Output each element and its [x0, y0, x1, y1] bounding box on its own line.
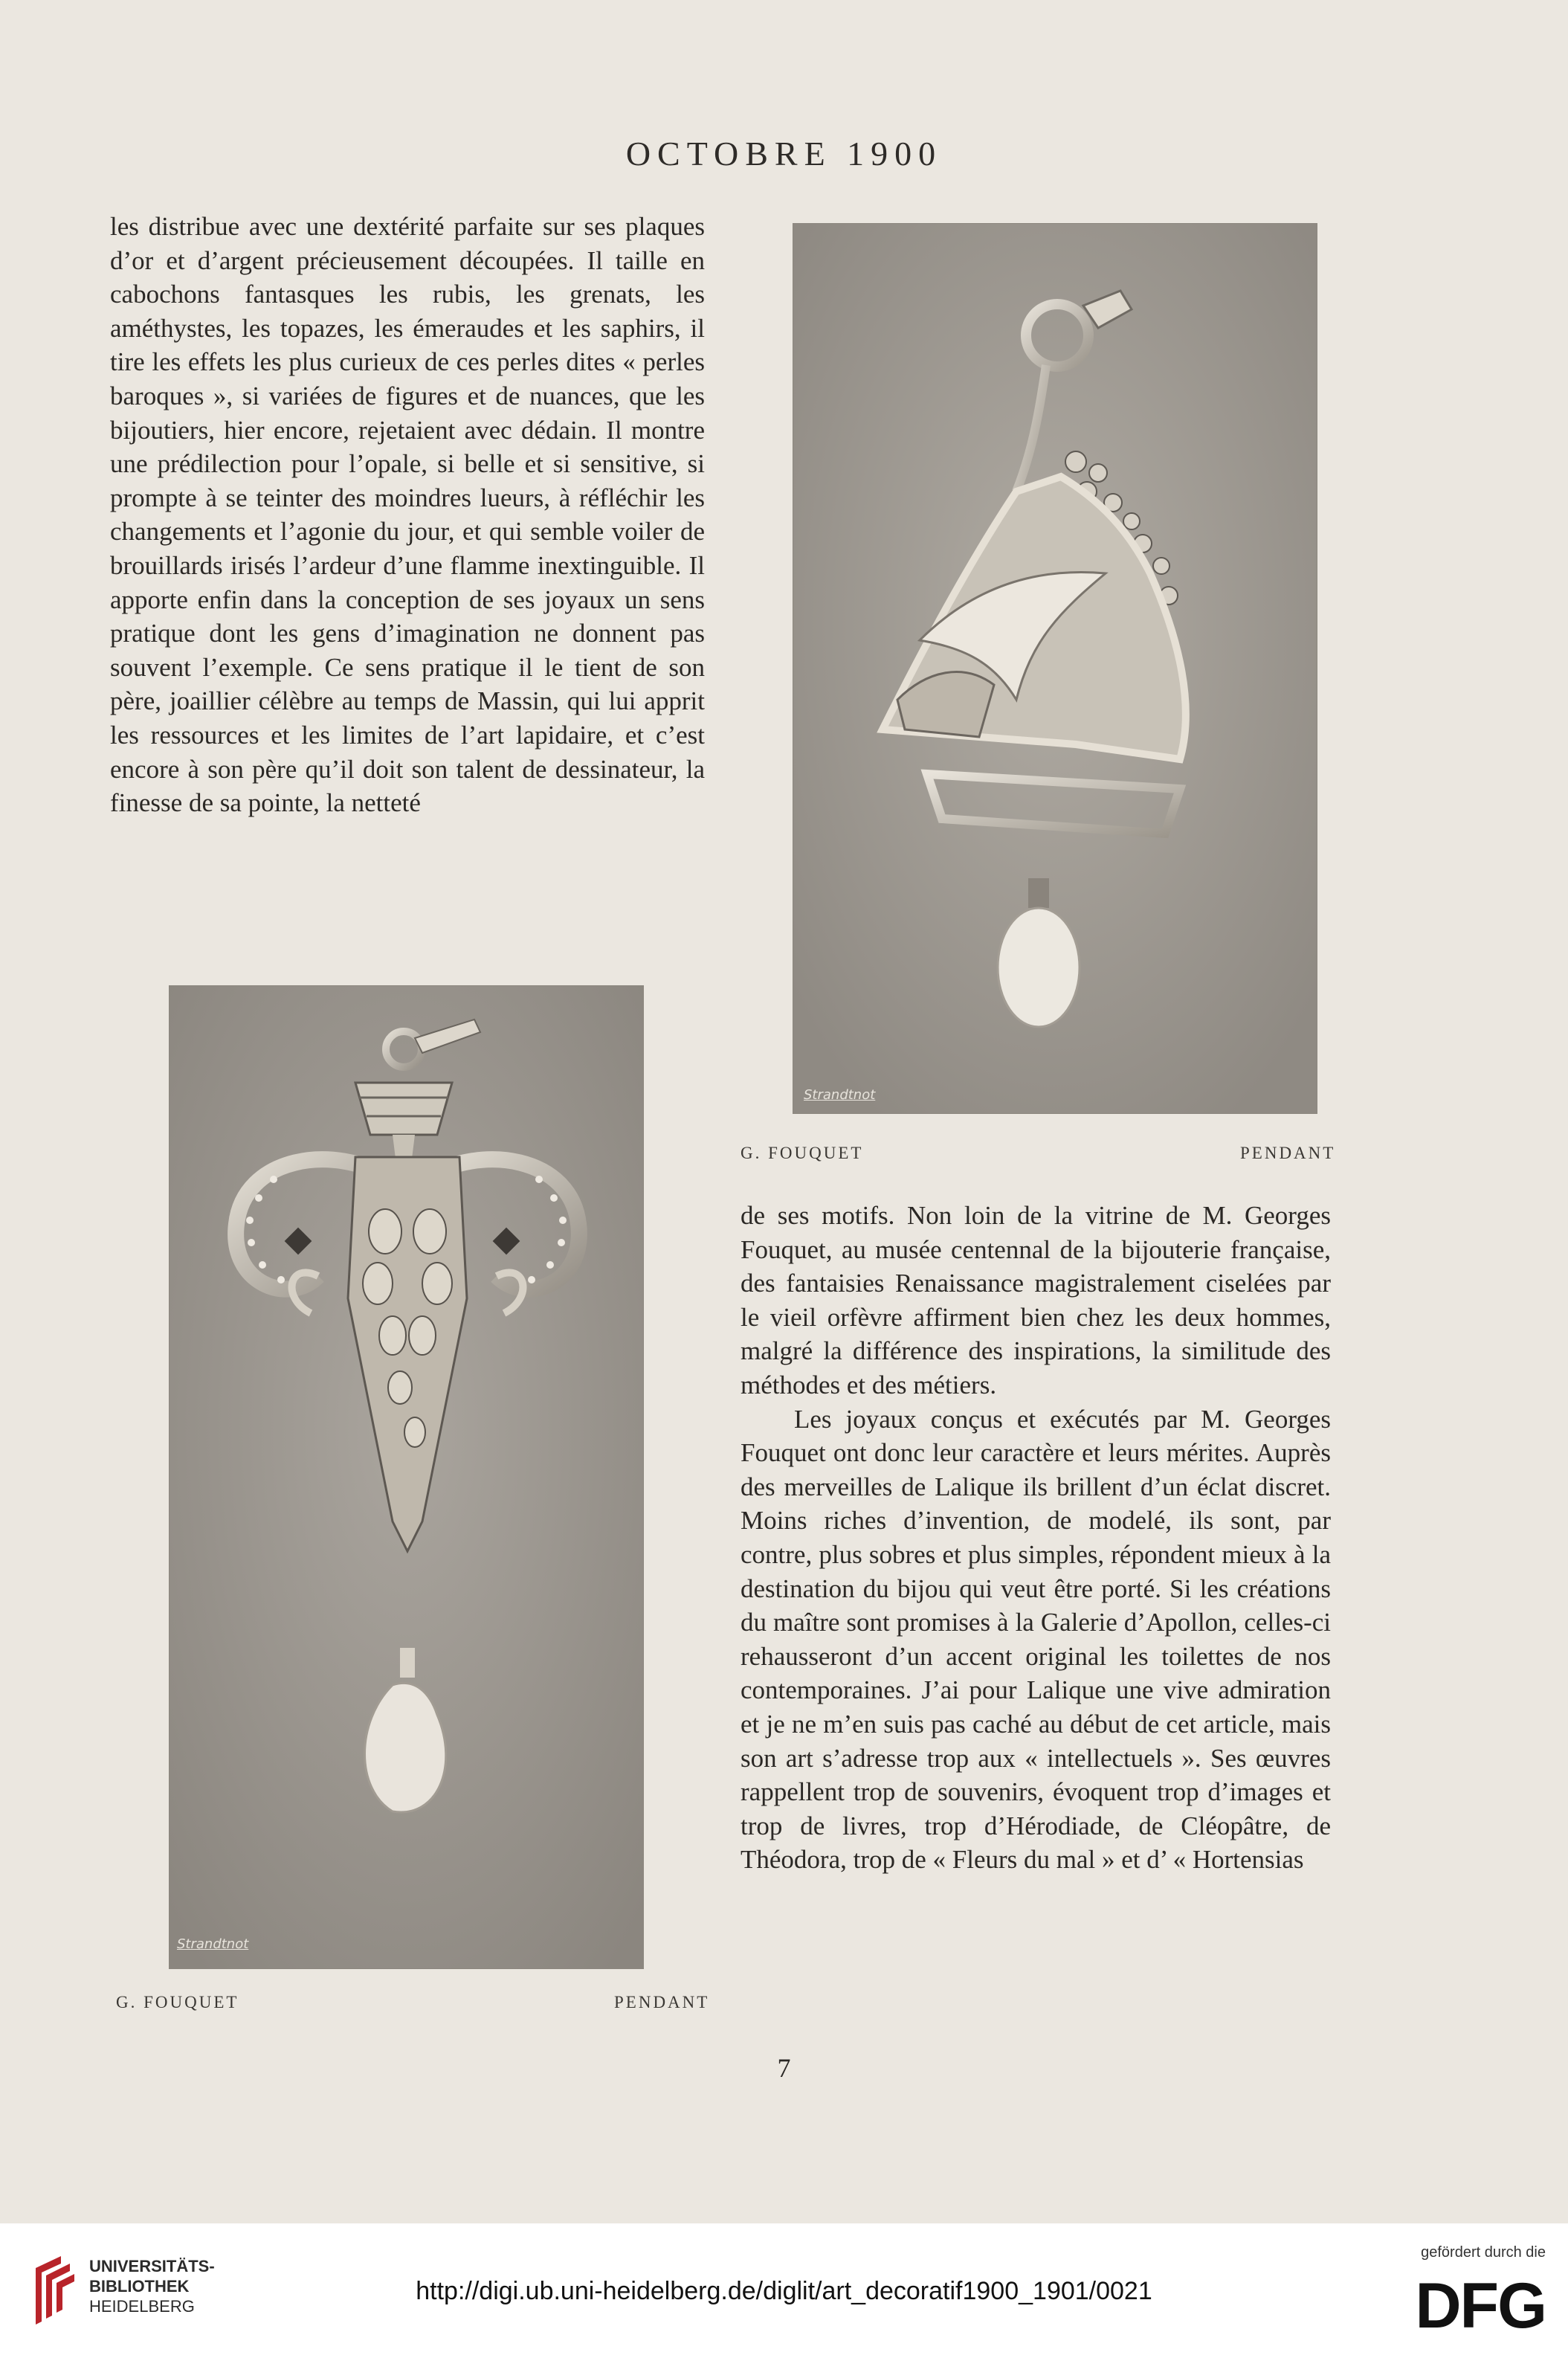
caption-maker: G. FOUQUET — [116, 1993, 239, 2011]
permalink-url[interactable]: http://digi.ub.uni-heidelberg.de/diglit/art_decoratif1900_1901/0021 — [416, 2277, 1152, 2305]
photo-signature: Strandtnot — [804, 1087, 876, 1103]
pendant-illustration-upper — [793, 224, 1317, 1113]
text-column-left — [110, 210, 705, 820]
photo-signature: Strandtnot — [177, 1936, 249, 1952]
pendant-illustration-lower — [170, 986, 643, 1968]
text-column-right — [741, 1199, 1331, 1877]
digitization-footer — [0, 2223, 1568, 2358]
dfg-logo: DFG — [1415, 2270, 1546, 2342]
library-name: UNIVERSITÄTS- BIBLIOTHEK HEIDELBERG — [89, 2257, 215, 2316]
caption-object: PENDANT — [614, 1993, 710, 2011]
caption-maker: G. FOUQUET — [741, 1144, 864, 1162]
paragraph: les distribue avec une dextérité parfaite sur ses plaques d’or et d’argent précieusement découpées. Il taille en cabochons fantasques les rubis, les grenats, les améthystes, les topazes, les émeraudes et les saphirs, il tire les effets les plus curieux de ces perles dites « perles baroques », si variées de figures et de nuances, que les bijoutiers, hier encore, rejetaient avec dédain. Il montre une prédilection pour l’opale, si belle et si sensitive, si prompte à se teinter des moindres lueurs, à réfléchir les changements et l’agonie du jour, et qui semble voiler de brouillards irisés l’ardeur d’une flamme inextinguible. Il apporte enfin dans la conception de ses joyaux un sens pratique dont les gens d’imagination ne donnent pas souvent l’exemple. Ce sens pratique il le tient de son père, joaillier célèbre au temps de Massin, qui lui apprit les ressources et les limites de l’art lapidaire, et c’est encore à son père qu’il doit son talent de dessinateur, la finesse de sa pointe, la netteté — [110, 212, 705, 818]
running-head: OCTOBRE 1900 — [625, 135, 943, 173]
caption-object: PENDANT — [1240, 1144, 1336, 1162]
sponsor-label: gefördert durch die — [1421, 2244, 1546, 2261]
page-number: 7 — [777, 2053, 791, 2083]
pendant-photo-upper — [793, 223, 1317, 1114]
paragraph: Les joyaux conçus et exécutés par M. Georges Fouquet ont donc leur caractère et leurs mérites. Auprès des merveilles de Lalique ils brillent d’un éclat discret. Moins riches d’invention, de modelé, ils sont, par contre, plus sobres et plus simples, répondent mieux à la destination du bijou qui veut être porté. Si les créations du maître sont promises à la Galerie d’Apollon, celles-ci rehausseront d’un accent original les toilettes de nos contemporaines. J’ai pour Lalique une vive admiration et je ne m’en suis pas caché au début de cet article, mais son art s’adresse trop aux « intellectuels ». Ses œuvres rappellent trop de souvenirs, évoquent trop d’images et trop de livres, trop d’Hérodiade, de Cléopâtre, de Théodora, trop de « Fleurs du mal » et d’ « Hortensias — [741, 1404, 1331, 1875]
pendant-photo-lower — [169, 985, 644, 1969]
paragraph: de ses motifs. Non loin de la vitrine de M. Georges Fouquet, au musée centennal de la bijouterie française, des fantaisies Renaissance magistralement ciselées par le vieil orfèvre affirment bien chez les deux hommes, malgré la différence des inspirations, la similitude des méthodes et des métiers. — [741, 1201, 1331, 1399]
